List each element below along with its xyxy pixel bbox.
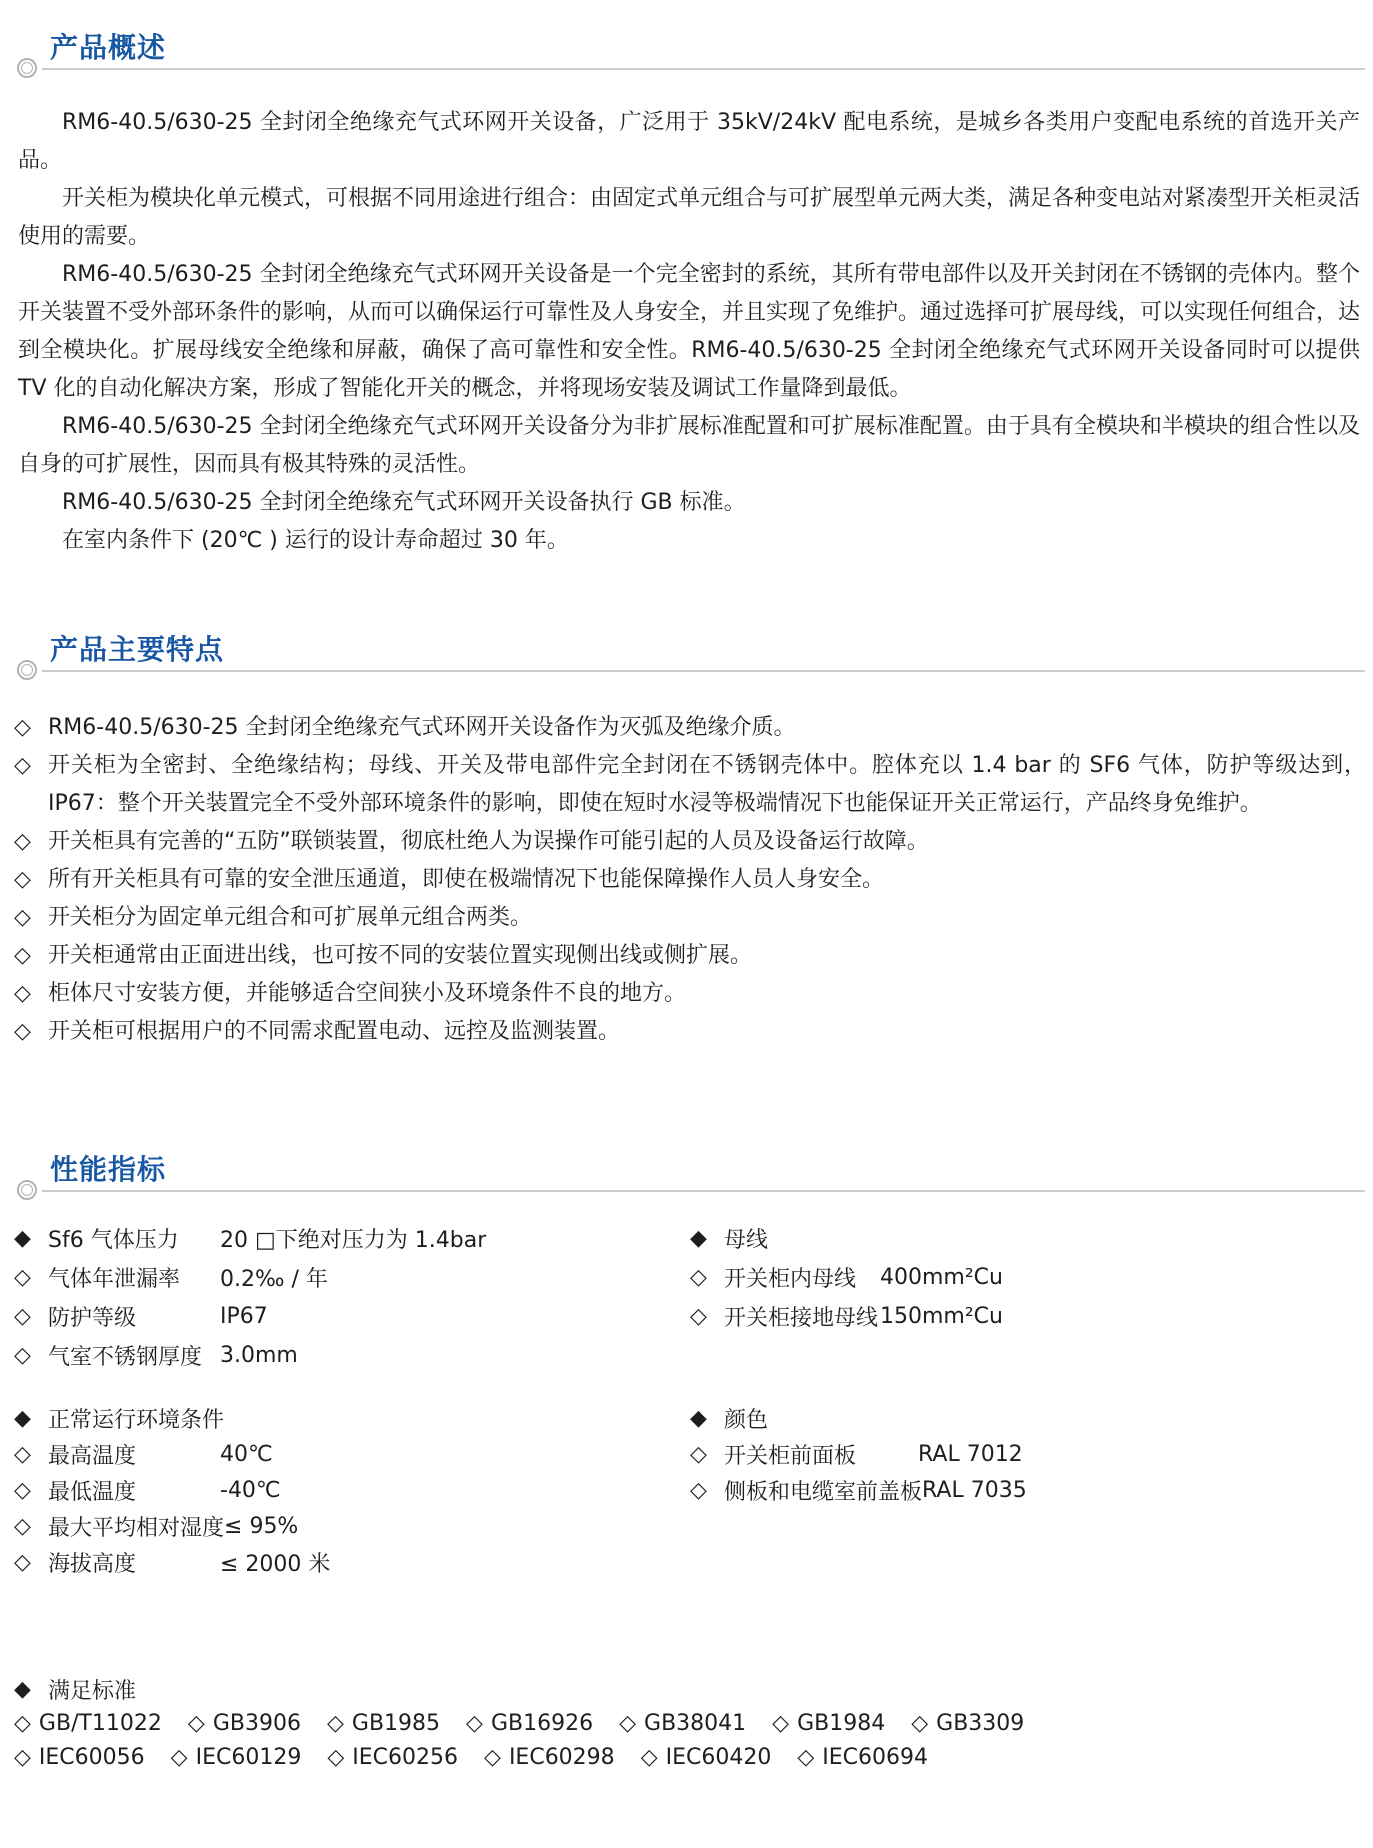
spec-value: RAL 7035 (922, 1477, 1027, 1503)
diamond-outline-icon: ◇ (14, 1477, 31, 1503)
feature-text: 开关柜通常由正面进出线，也可按不同的安装位置实现侧出线或侧扩展。 (48, 943, 753, 968)
spec-row (14, 1472, 330, 1508)
feature-text: 所有开关柜具有可靠的安全泄压通道，即使在极端情况下也能保障操作人员人身安全。 (48, 867, 885, 892)
spec-group-title-row (14, 1400, 330, 1436)
diamond-outline-icon: ◇ (619, 1710, 637, 1736)
diamond-outline-icon: ◇ (14, 981, 31, 1006)
diamond-outline-icon: ◇ (797, 1744, 815, 1770)
diamond-filled-icon: ◆ (690, 1226, 707, 1251)
diamond-outline-icon: ◇ (326, 1710, 344, 1736)
section-header-overview (0, 28, 1373, 74)
standard-code: GB/T11022 (38, 1710, 162, 1736)
spec-group-environment (14, 1400, 330, 1580)
feature-item (14, 899, 1366, 937)
standards-title: 满足标准 (48, 1678, 137, 1704)
feature-text: 开关柜可根据用户的不同需求配置电动、远控及监测装置。 (48, 1019, 621, 1044)
section-title-specs: 性能指标 (50, 1153, 167, 1186)
diamond-outline-icon: ◇ (14, 1304, 31, 1329)
diamond-outline-icon: ◇ (14, 753, 31, 778)
spec-value: ≤ 95% (224, 1513, 299, 1539)
spec-label: 海拔高度 (48, 1551, 137, 1577)
feature-item (14, 937, 1366, 975)
section-rule (42, 68, 1365, 70)
diamond-outline-icon: ◇ (14, 1441, 31, 1467)
section-rule (42, 1190, 1365, 1192)
standards-block (14, 1672, 1364, 1774)
spec-label: 开关柜内母线 (724, 1267, 857, 1292)
diamond-outline-icon: ◇ (772, 1710, 790, 1736)
diamond-filled-icon: ◆ (14, 1676, 31, 1702)
diamond-outline-icon: ◇ (187, 1710, 205, 1736)
spec-value: RAL 7012 (918, 1441, 1023, 1467)
feature-list (14, 709, 1366, 1051)
standards-title-row (14, 1672, 1364, 1706)
spec-value: 150mm²Cu (880, 1304, 1003, 1329)
feature-text: 开关柜分为固定单元组合和可扩展单元组合两类。 (48, 905, 533, 930)
spec-group-title-row (690, 1219, 1003, 1258)
standard-code: IEC60129 (195, 1744, 302, 1770)
spec-row (14, 1544, 330, 1580)
diamond-outline-icon: ◇ (14, 943, 31, 968)
spec-row (14, 1336, 486, 1375)
section-rule (42, 670, 1365, 672)
spec-value: 0.2‰ / 年 (220, 1267, 328, 1292)
spec-label: 气室不锈钢厚度 (48, 1345, 203, 1370)
diamond-outline-icon: ◇ (14, 1343, 31, 1368)
diamond-outline-icon: ◇ (170, 1744, 188, 1770)
diamond-outline-icon: ◇ (466, 1710, 483, 1736)
standards-item (484, 1745, 615, 1770)
standard-code: GB3906 (212, 1710, 301, 1736)
standards-item (641, 1745, 772, 1770)
section-title-overview: 产品概述 (50, 31, 167, 64)
standard-code: IEC60420 (665, 1744, 772, 1770)
ring-bullet-icon (17, 660, 37, 680)
standard-code: GB1984 (797, 1710, 886, 1736)
diamond-outline-icon: ◇ (690, 1304, 707, 1329)
spec-value: IP67 (220, 1304, 268, 1329)
section-title-features: 产品主要特点 (50, 633, 225, 666)
standards-row-iec (14, 1740, 1364, 1774)
spec-label: Sf6 气体压力 (48, 1228, 179, 1253)
feature-item (14, 823, 1366, 861)
feature-text: 开关柜具有完善的“五防”联锁装置，彻底杜绝人为误操作可能引起的人员及设备运行故障。 (48, 829, 929, 854)
feature-text: 柜体尺寸安装方便，并能够适合空间狭小及环境条件不良的地方。 (48, 981, 687, 1006)
standard-code: GB16926 (490, 1710, 594, 1736)
spec-group-busbar (690, 1219, 1003, 1336)
standard-code: IEC60694 (822, 1744, 929, 1770)
spec-value: 3.0mm (220, 1343, 298, 1368)
paragraph: RM6-40.5/630-25 全封闭全绝缘充气式环网开关设备执行 GB 标准。 (62, 490, 746, 515)
feature-item (14, 975, 1366, 1013)
standard-code: IEC60256 (352, 1744, 459, 1770)
spec-value: -40℃ (220, 1477, 281, 1503)
spec-group-gas (14, 1219, 486, 1375)
spec-label: 开关柜前面板 (724, 1443, 857, 1469)
diamond-filled-icon: ◆ (14, 1405, 31, 1431)
spec-row (14, 1258, 486, 1297)
standard-code: IEC60056 (38, 1744, 145, 1770)
paragraph: RM6-40.5/630-25 全封闭全绝缘充气式环网开关设备是一个完全密封的系统，其所有带电部件以及开关封闭在不锈钢的壳体内。整个开关装置不受外部环条件的影响，从而可以确保运行可靠性及人身安全，并且实现了免维护。通过选择可扩展母线，可以实现任何组合，达到全模块化。扩展母线安全绝缘和屏蔽，确保了高可靠性和安全性。RM6-40.5/630-25 全封闭全绝缘充气式环网开关设备同时可以提供 TV 化的自动化解决方案，形成了智能化开关的概念，并将现场安装及调试工作量降到最低。 (18, 262, 1361, 401)
diamond-outline-icon: ◇ (14, 867, 31, 892)
spec-row (690, 1472, 1027, 1508)
spec-group-title: 颜色 (724, 1407, 769, 1433)
feature-text: 开关柜为全密封、全绝缘结构；母线、开关及带电部件完全封闭在不锈钢壳体中。腔体充以 1.4 bar 的 SF6 气体，防护等级达到，IP67：整个开关装置完全不受外部环境条件的影响，即使在短时水浸等极端情况下也能保证开关正常运行，产品终身免维护。 (48, 753, 1366, 816)
spec-label: 气体年泄漏率 (48, 1267, 181, 1292)
diamond-outline-icon: ◇ (640, 1744, 658, 1770)
spec-group-title: 母线 (724, 1228, 769, 1253)
standards-item (797, 1745, 928, 1770)
spec-label: 侧板和电缆室前盖板 (724, 1479, 923, 1505)
spec-value: 40℃ (220, 1441, 273, 1467)
feature-item (14, 747, 1366, 823)
feature-item (14, 1013, 1366, 1051)
spec-value: 400mm²Cu (880, 1265, 1003, 1290)
diamond-outline-icon: ◇ (14, 1710, 31, 1736)
spec-row (14, 1297, 486, 1336)
diamond-outline-icon: ◇ (690, 1477, 707, 1503)
paragraph: RM6-40.5/630-25 全封闭全绝缘充气式环网开关设备分为非扩展标准配置和可扩展标准配置。由于具有全模块和半模块的组合性以及自身的可扩展性，因而具有极其特殊的灵活性。 (18, 414, 1360, 477)
diamond-outline-icon: ◇ (690, 1265, 707, 1290)
standard-code: GB38041 (644, 1710, 747, 1736)
ring-bullet-icon (17, 1180, 37, 1200)
spec-row (690, 1258, 1003, 1297)
standards-item (171, 1745, 302, 1770)
standards-item (327, 1711, 440, 1736)
diamond-filled-icon: ◆ (14, 1226, 31, 1251)
spec-row (14, 1219, 486, 1258)
spec-label: 最低温度 (48, 1479, 137, 1505)
spec-label: 防护等级 (48, 1306, 137, 1331)
spec-row (14, 1508, 330, 1544)
spec-group-title: 正常运行环境条件 (48, 1407, 225, 1433)
diamond-outline-icon: ◇ (14, 1513, 31, 1539)
standards-row-gb (14, 1706, 1364, 1740)
diamond-filled-icon: ◆ (690, 1405, 707, 1431)
spec-value: ≤ 2000 米 (220, 1551, 331, 1577)
diamond-outline-icon: ◇ (14, 829, 31, 854)
standard-code: IEC60298 (508, 1744, 615, 1770)
spec-value: 20 □下绝对压力为 1.4bar (220, 1228, 487, 1253)
diamond-outline-icon: ◇ (14, 1549, 31, 1575)
overview-body (18, 104, 1360, 560)
diamond-outline-icon: ◇ (911, 1710, 929, 1736)
standards-item (14, 1711, 162, 1736)
standards-item (772, 1711, 885, 1736)
diamond-outline-icon: ◇ (327, 1744, 345, 1770)
spec-label: 最高温度 (48, 1443, 137, 1469)
spec-group-title-row (690, 1400, 1027, 1436)
diamond-outline-icon: ◇ (484, 1744, 501, 1770)
paragraph: RM6-40.5/630-25 全封闭全绝缘充气式环网开关设备，广泛用于 35kV/24kV 配电系统，是城乡各类用户变配电系统的首选开关产品。 (18, 110, 1360, 173)
diamond-outline-icon: ◇ (14, 715, 31, 740)
standard-code: GB3309 (936, 1710, 1025, 1736)
standards-item (14, 1745, 145, 1770)
feature-item (14, 709, 1366, 747)
section-header-specs (0, 1150, 1373, 1196)
spec-label: 开关柜接地母线 (724, 1306, 879, 1331)
diamond-outline-icon: ◇ (14, 1744, 31, 1770)
feature-text: RM6-40.5/630-25 全封闭全绝缘充气式环网开关设备作为灭弧及绝缘介质。 (48, 715, 796, 740)
diamond-outline-icon: ◇ (690, 1441, 707, 1467)
feature-item (14, 861, 1366, 899)
ring-bullet-icon (17, 58, 37, 78)
spec-label: 最大平均相对湿度 (48, 1515, 225, 1541)
section-header-features (0, 630, 1373, 676)
diamond-outline-icon: ◇ (14, 1019, 31, 1044)
spec-row (690, 1297, 1003, 1336)
standards-item (188, 1711, 301, 1736)
standards-item (911, 1711, 1024, 1736)
paragraph: 开关柜为模块化单元模式，可根据不同用途进行组合：由固定式单元组合与可扩展型单元两大类，满足各种变电站对紧凑型开关柜灵活使用的需要。 (18, 186, 1361, 249)
spec-row (14, 1436, 330, 1472)
standard-code: GB1985 (351, 1710, 441, 1736)
paragraph: 在室内条件下 (20℃ ) 运行的设计寿命超过 30 年。 (62, 528, 569, 553)
diamond-outline-icon: ◇ (14, 1265, 31, 1290)
spec-group-colors (690, 1400, 1027, 1508)
standards-item (327, 1745, 458, 1770)
standards-item (619, 1711, 746, 1736)
standards-item (466, 1711, 593, 1736)
spec-row (690, 1436, 1027, 1472)
diamond-outline-icon: ◇ (14, 905, 31, 930)
